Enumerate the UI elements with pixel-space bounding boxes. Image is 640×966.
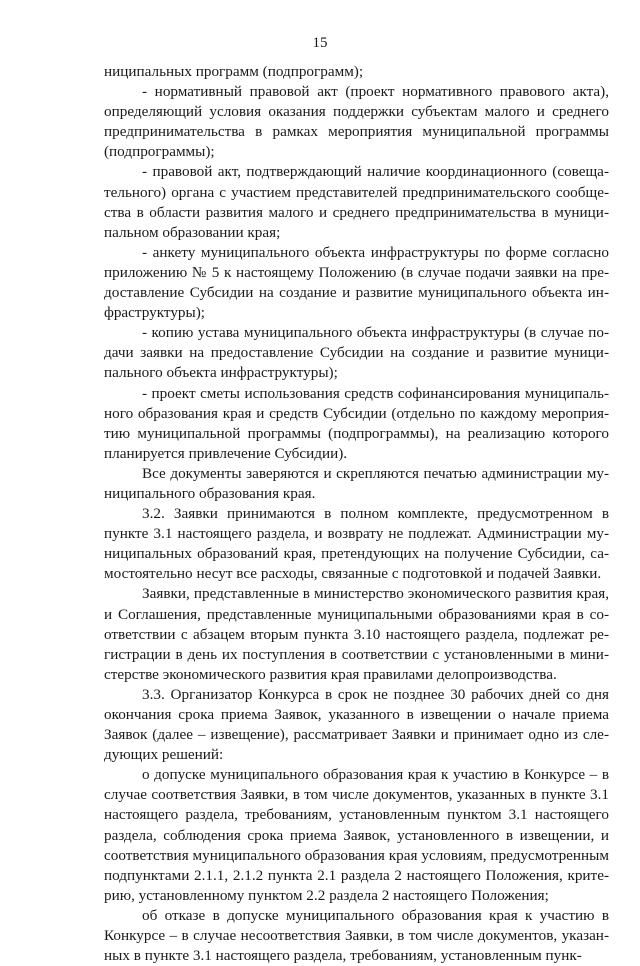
paragraph-item-charter-copy: - копию устава муниципального объекта инфраструктуры (в случае подачи заявки на предоставление Субсидии на создание и развитие муниципального объекта инфраструктуры); <box>104 324 609 382</box>
document-body <box>104 62 609 966</box>
paragraph-refusal: об отказе в допуске муниципального образования края к участию в Конкурсе – в случае несоответствия Заявки, в том числе документов, указанных в пункте 3.1 настоящего раздела, требованиям, установленным пунк- <box>104 906 609 965</box>
paragraph-item-questionnaire: - анкету муниципального объекта инфраструктуры по форме согласно приложению № 5 к настоящему Положению (в случае подачи заявки на предоставление Субсидии на создание и развитие муниципального объекта инфраструктуры); <box>104 243 609 322</box>
paragraph-item-normative-act: - нормативный правовой акт (проект нормативного правового акта), определяющий условия оказания поддержки субъектам малого и среднего предпринимательства в рамках мероприятия муниципальной программы (подпрограммы); <box>104 83 609 161</box>
paragraph-3-2: 3.2. Заявки принимаются в полном комплекте, предусмотренном в пункте 3.1 настоящего раздела, и возврату не подлежат. Администрации муниципальных образований края, претендующих на получение Субсидии, самостоятельно несут все расходы, связанные с подготовкой и подачей Заявки. <box>104 505 609 583</box>
paragraph-item-legal-act: - правовой акт, подтверждающий наличие координационного (совещательного) органа с участием представителей предпринимательского сообщества в области развития малого и среднего предпринимательства в муниципальном образовании края; <box>104 163 609 241</box>
paragraph-registration: Заявки, представленные в министерство экономического развития края, и Соглашения, представленные муниципальными образованиями края в соответствии с абзацем вторым пункта 3.10 настоящего раздела, подлежат регистрации в день их поступления в соответствии с установленными в министерстве экономического развития края правилами делопроизводства. <box>104 585 609 683</box>
paragraph-item-estimate: - проект сметы использования средств софинансирования муниципального образования края и средств Субсидии (отдельно по каждому мероприятию муниципальной программы (подпрограммы), на реализацию которого планируется привлечение Субсидии). <box>104 384 609 462</box>
page-number: 15 <box>312 35 328 51</box>
paragraph-continuation: ниципальных программ (подпрограмм); <box>104 63 364 80</box>
paragraph-3-3: 3.3. Организатор Конкурса в срок не позднее 30 рабочих дней со дня окончания срока приема Заявок, указанного в извещении о начале приема Заявок (далее – извещение), рассматривает Заявки и принимает одно из следующих решений: <box>104 685 609 764</box>
paragraph-documents-certified: Все документы заверяются и скрепляются печатью администрации муниципального образования края. <box>104 464 609 502</box>
paragraph-admission: о допуске муниципального образования края к участию в Конкурсе – в случае соответствия Заявки, в том числе документов, указанных в пункте 3.1 настоящего раздела, требованиям, установленным пунктом 3.1 настоящего раздела, соблюдения срока приема Заявок, установленного в извещении, и соответствия муниципального образования края условиям, предусмотренным подпунктами 2.1.1, 2.1.2 пункта 2.1 раздела 2 настоящего Положения, критерию, установленному пунктом 2.2 раздела 2 настоящего Положения; <box>104 766 609 904</box>
